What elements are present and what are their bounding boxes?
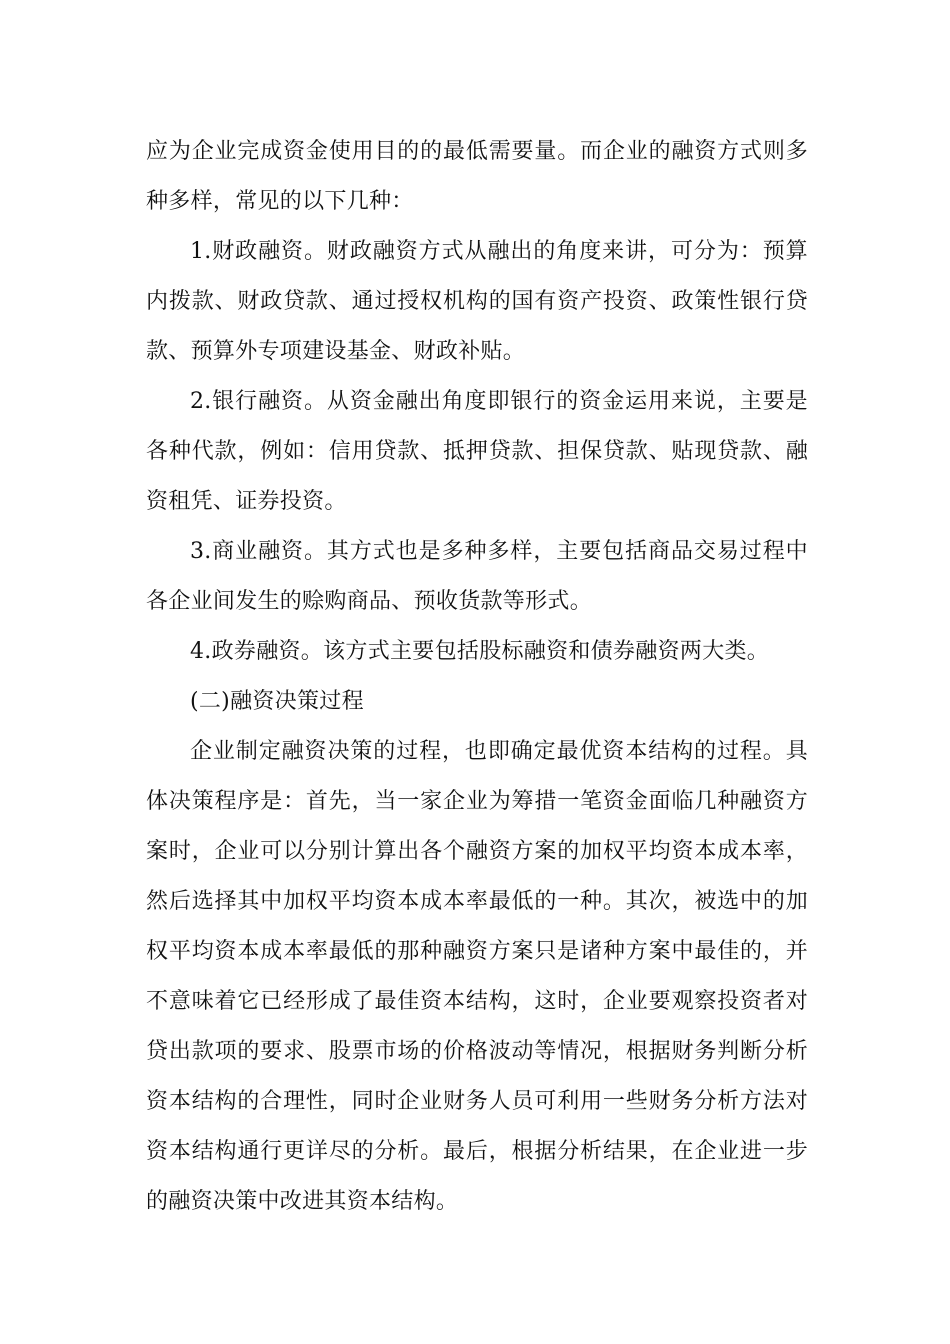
paragraph-bank-financing: 2.银行融资。从资金融出角度即银行的资金运用来说，主要是各种代款，例如：信用贷款、抵押贷款、担保贷款、贴现贷款、融资租凭、证券投资。 (146, 389, 808, 514)
paragraph-fiscal-financing: 1.财政融资。财政融资方式从融出的角度来讲，可分为：预算内拨款、财政贷款、通过授权机构的国有资产投资、政策性银行贷款、预算外专项建设基金、财政补贴。 (146, 239, 808, 364)
paragraph-securities-financing: 4.政券融资。该方式主要包括股标融资和债券融资两大类。 (190, 639, 770, 664)
paragraph-commercial-financing: 3.商业融资。其方式也是多种多样，主要包括商品交易过程中各企业间发生的赊购商品、预收货款等形式。 (146, 539, 808, 614)
paragraph-decision-process: 企业制定融资决策的过程，也即确定最优资本结构的过程。具体决策程序是：首先，当一家企业为筹措一笔资金面临几种融资方案时，企业可以分别计算出各个融资方案的加权平均资本成本率，然后选择其中加权平均资本成本率最低的一种。其次，被选中的加权平均资本成本率最低的那种融资方案只是诸种方案中最佳的，并不意味着它已经形成了最佳资本结构，这时，企业要观察投资者对贷出款项的要求、股票市场的价格波动等情况，根据财务判断分析资本结构的合理性，同时企业财务人员可利用一些财务分析方法对资本结构通行更详尽的分析。最后，根据分析结果，在企业进一步的融资决策中改进其资本结构。 (146, 739, 808, 1214)
document-body (146, 127, 808, 1227)
paragraph-continuation: 应为企业完成资金使用目的的最低需要量。而企业的融资方式则多种多样，常见的以下几种： (146, 139, 808, 214)
section-heading-financing-decision: (二)融资决策过程 (190, 689, 364, 714)
